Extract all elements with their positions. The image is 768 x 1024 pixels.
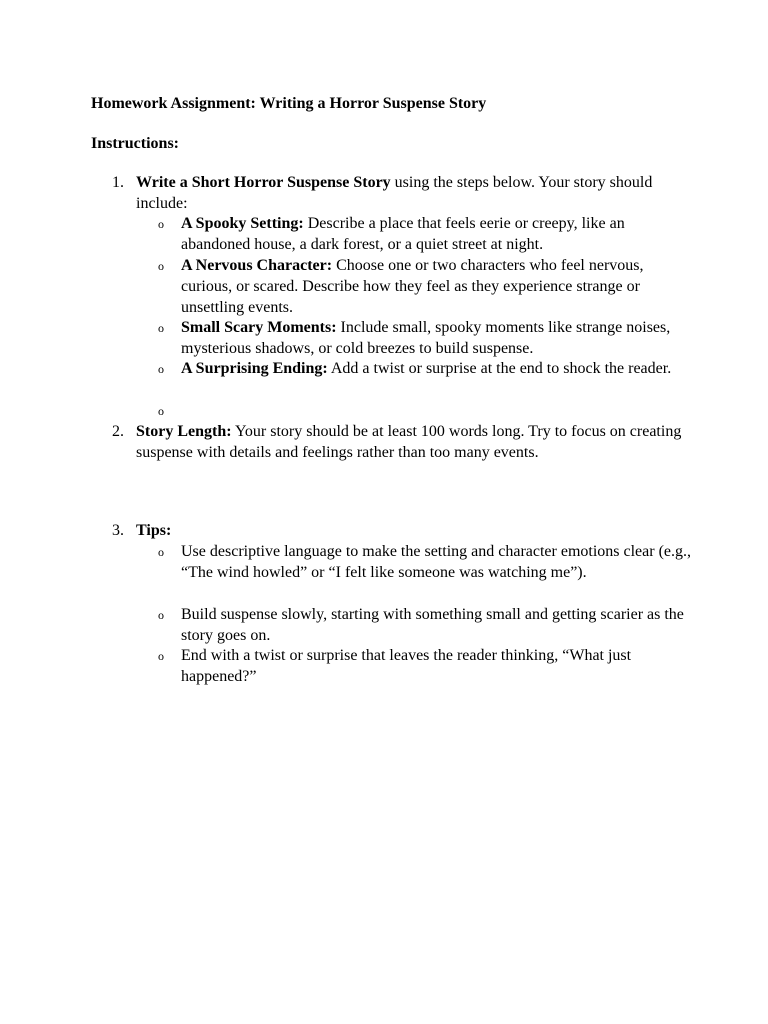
sub-item-body: Include small, spooky moments like strange noises, mysterious shadows, or cold breezes to build suspense. xyxy=(181,319,671,357)
page-title: Homework Assignment: Writing a Horror Suspense Story xyxy=(91,95,487,112)
list-item-text xyxy=(136,520,696,541)
bullet-icon: o xyxy=(158,404,164,418)
sub-item-text: Build suspense slowly, starting with something small and getting scarier as the story goes on. xyxy=(181,606,684,644)
list-item-bold: Story Length: xyxy=(136,423,232,440)
bullet-icon: o xyxy=(158,362,164,376)
instructions-heading: Instructions: xyxy=(91,135,180,152)
bullet-icon: o xyxy=(158,545,164,559)
list-item-bold: Write a Short Horror Suspense Story xyxy=(136,174,391,191)
sub-item-text xyxy=(181,255,691,318)
list-item-text xyxy=(136,172,696,214)
sub-item-body: Add a twist or surprise at the end to shock the reader. xyxy=(327,360,672,377)
sub-item-body: Choose one or two characters who feel nervous, curious, or scared. Describe how they feel as they experience strange or unsettling events. xyxy=(181,257,644,316)
sub-item-text xyxy=(181,358,691,379)
list-item-bold: Tips: xyxy=(136,522,172,539)
list-item-text xyxy=(136,421,696,463)
sub-item-body: Describe a place that feels eerie or creepy, like an abandoned house, a dark forest, or a quiet street at night. xyxy=(181,215,625,253)
sub-item-text xyxy=(181,213,691,255)
list-number: 2. xyxy=(112,423,124,440)
sub-item-text: End with a twist or surprise that leaves the reader thinking, “What just happened?” xyxy=(181,647,632,685)
sub-item-text xyxy=(181,317,691,359)
sub-item-bold: Small Scary Moments: xyxy=(181,319,337,336)
bullet-icon: o xyxy=(158,608,164,622)
bullet-icon: o xyxy=(158,217,164,231)
sub-item-bold: A Nervous Character: xyxy=(181,257,333,274)
bullet-icon: o xyxy=(158,259,164,273)
sub-item-text: Use descriptive language to make the setting and character emotions clear (e.g., “The wind howled” or “I felt like someone was watching me”). xyxy=(181,543,692,581)
bullet-icon: o xyxy=(158,321,164,335)
list-number: 1. xyxy=(112,174,124,191)
sub-item-bold: A Surprising Ending: xyxy=(181,360,328,377)
list-number: 3. xyxy=(112,522,124,539)
sub-item-bold: A Spooky Setting: xyxy=(181,215,304,232)
list-item-body: using the steps below. Your story should include: xyxy=(136,174,653,212)
bullet-icon: o xyxy=(158,649,164,663)
list-item-body: Your story should be at least 100 words long. Try to focus on creating suspense with details and feelings rather than too many events. xyxy=(136,423,682,461)
